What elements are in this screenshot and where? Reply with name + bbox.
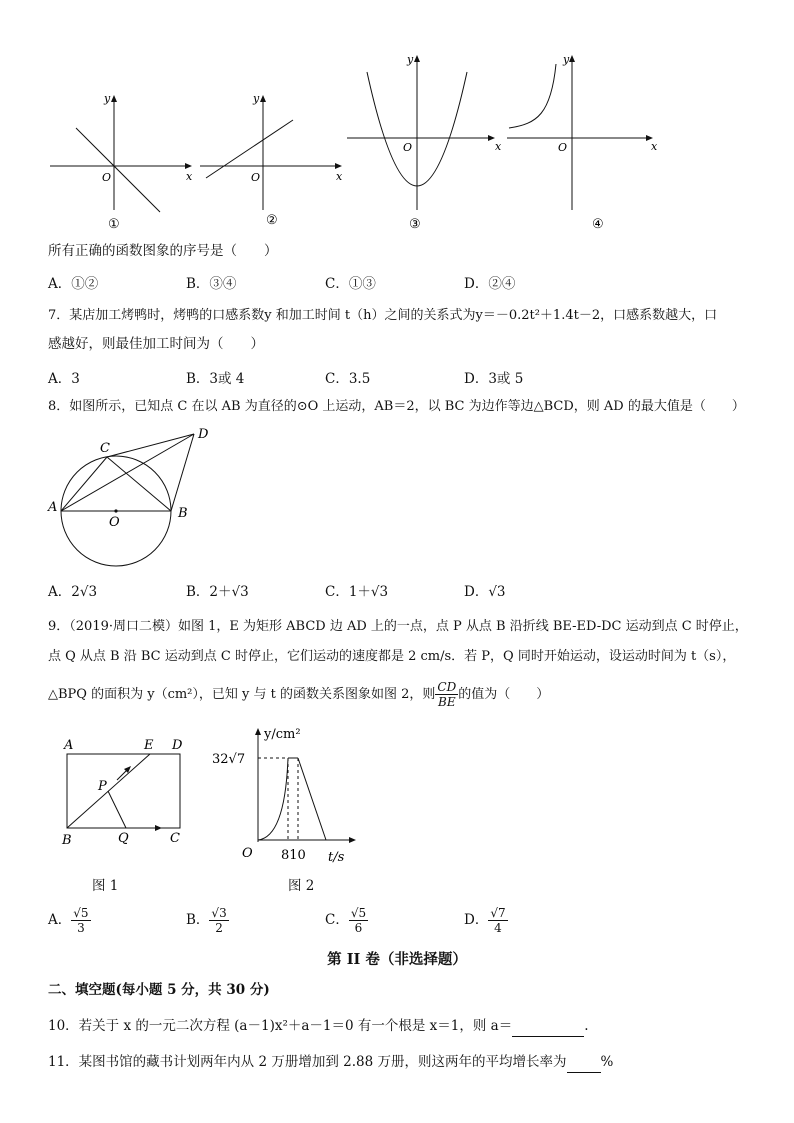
q6-option-a[interactable]: A．①② — [48, 276, 99, 292]
origin-label: O — [242, 846, 253, 861]
label-c: C — [170, 831, 180, 846]
q6-option-c[interactable]: C．①③ — [325, 276, 376, 292]
x-axis-label: x — [651, 140, 658, 153]
q7-option-c[interactable]: C．3.5 — [325, 371, 371, 387]
q8-figure — [40, 420, 230, 570]
x-tick-labels: 810 — [281, 848, 306, 863]
x-axis-label: x — [336, 170, 343, 183]
section-2-heading: 二、填空题(每小题 5 分，共 30 分) — [48, 982, 270, 998]
y-axis-label: y — [563, 53, 570, 66]
origin-label: O — [102, 171, 112, 184]
y-axis-label: y — [104, 92, 111, 105]
label-a: A — [64, 738, 74, 753]
q11-answer-blank[interactable] — [567, 1052, 601, 1073]
graph-id: ④ — [592, 217, 604, 232]
point-label-o: O — [109, 515, 120, 530]
label-e: E — [144, 738, 154, 753]
q8-option-a[interactable]: A．2√3 — [48, 584, 98, 600]
q9-option-d[interactable]: D． $\frac{√7}{4}$ — [464, 906, 506, 935]
graph-id: ① — [108, 217, 120, 230]
q6-graph-2 — [198, 90, 348, 230]
part2-title: 第 II 卷（非选择题） — [327, 951, 467, 968]
q6-option-b[interactable]: B．③④ — [186, 276, 237, 292]
origin-label: O — [558, 141, 568, 154]
y-axis-label: y — [407, 53, 414, 66]
q10: 10．若关于 x 的一元二次方程 (a－1)x²＋a－1＝0 有一个根是 x＝1，则 a＝ . — [48, 1016, 589, 1037]
q9-line-3: △BPQ 的面积为 y（cm²），已知 y 与 t 的函数关系图象如图 2，则 $\frac{CD}{BE}$ 的值为（ ） — [48, 680, 550, 709]
q9-figure-1-caption: 图 1 — [92, 878, 119, 894]
origin-label: O — [251, 171, 261, 184]
q7-option-a[interactable]: A．3 — [48, 371, 80, 387]
label-q: Q — [118, 831, 129, 846]
q9-figure-2-caption: 图 2 — [288, 878, 315, 894]
q9-line-1: 9．（2019·周口二模）如图 1，E 为矩形 ABCD 边 AD 上的一点，点 P 从点 B 沿折线 BE-ED-DC 运动到点 C 时停止， — [48, 619, 748, 634]
point-label-c: C — [100, 441, 110, 456]
label-d: D — [172, 738, 183, 753]
point-label-b: B — [178, 506, 188, 521]
q9-option-c[interactable]: C． $\frac{√5}{6}$ — [325, 906, 367, 935]
q9-figure-2 — [210, 720, 360, 865]
q8-option-b[interactable]: B．2＋√3 — [186, 584, 249, 600]
y-axis-label: y/cm² — [264, 727, 301, 742]
q6-option-d[interactable]: D．②④ — [464, 276, 516, 292]
q9-ratio-fraction: $\frac{CD}{BE}$ — [437, 680, 457, 709]
q6-prompt: 所有正确的函数图象的序号是（ ） — [48, 243, 278, 259]
q8-option-d[interactable]: D．√3 — [464, 584, 506, 600]
q9-option-a[interactable]: A． $\frac{√5}{3}$ — [48, 906, 89, 935]
x-axis-label: t/s — [328, 850, 345, 865]
q8-option-c[interactable]: C．1＋√3 — [325, 584, 389, 600]
q6-graph-1 — [48, 90, 198, 230]
y-axis-label: y — [253, 92, 260, 105]
q11: 11．某图书馆的藏书计划两年内从 2 万册增加到 2.88 万册，则这两年的平均增长率为 % — [48, 1052, 613, 1073]
point-label-d: D — [198, 427, 209, 442]
q7-option-b[interactable]: B．3或 4 — [186, 371, 245, 387]
y-max-label: 32√7 — [212, 752, 246, 767]
graph-id: ③ — [409, 217, 421, 232]
q10-answer-blank[interactable] — [512, 1016, 584, 1037]
label-p: P — [98, 779, 107, 794]
q6-graph-3 — [345, 50, 505, 235]
q8-line-1: 8．如图所示，已知点 C 在以 AB 为直径的⊙O 上运动，AB＝2，以 BC 为边作等边△BCD，则 AD 的最大值是（ ） — [48, 399, 745, 414]
point-label-a: A — [48, 500, 58, 515]
q6-graph-4 — [505, 50, 665, 235]
label-b: B — [62, 833, 72, 848]
q7-line-1: 7．某店加工烤鸭时，烤鸭的口感系数y 和加工时间 t（h）之间的关系式为y＝－0.2t²＋1.4t－2，口感系数越大，口 — [48, 308, 718, 323]
x-axis-label: x — [186, 170, 193, 183]
q9-figure-1 — [58, 734, 198, 849]
q9-option-b[interactable]: B． $\frac{√3}{2}$ — [186, 906, 227, 935]
q7-option-d[interactable]: D．3或 5 — [464, 371, 524, 387]
origin-label: O — [403, 141, 413, 154]
q9-line-2: 点 Q 从点 B 沿 BC 运动到点 C 时停止，它们运动的速度都是 2 cm/s．若 P，Q 同时开始运动，设运动时间为 t（s）， — [48, 649, 736, 664]
q7-line-2: 感越好，则最佳加工时间为（ ） — [48, 336, 264, 352]
x-axis-label: x — [495, 140, 502, 153]
graph-id: ② — [266, 213, 278, 228]
